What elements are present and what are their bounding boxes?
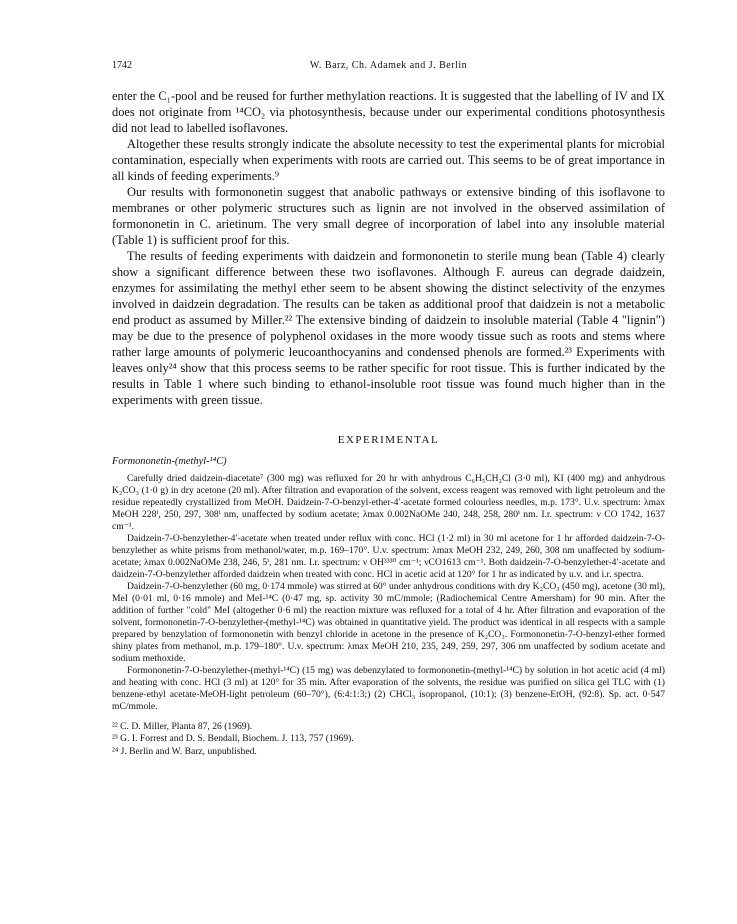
footnote-22: ²² C. D. Miller, Planta 87, 26 (1969). bbox=[112, 721, 253, 732]
subsection-heading: Formononetin-(methyl-¹⁴C) bbox=[112, 456, 227, 467]
discussion-paragraph-3: Our results with formononetin suggest that anabolic pathways or extensive binding of this isoflavone to membranes or other polymeric structures such as lignin are not involved in the observed assimilation of formononetin in C. arietinum. The very small degree of incorporation of label into any insoluble material (Table 1) is sufficient proof for this. bbox=[112, 185, 665, 247]
running-head: W. Barz, Ch. Adamek and J. Berlin bbox=[309, 60, 468, 71]
experimental-paragraph-4: Formononetin-7-O-benzylether-(methyl-¹⁴C) (15 mg) was debenzylated to formononetin-(methyl-¹⁴C) by solution in hot acetic acid (4 ml) and heating with conc. HCl (3 ml) at 120° for 35 min. After evaporation of the solvents, the residue was purified on silica gel TLC with (1) benzene-ethyl acetate-MeOH-light petroleum (60–70°), (6:4:1:3;) (2) CHCl₃ isopropanol, (10:1); (3) benzene-EtOH, (92:8). Sp. act. 0·547 mC/mmole. bbox=[112, 665, 665, 712]
article-body bbox=[112, 88, 665, 758]
footnote-23: ²³ G. I. Forrest and D. S. Bendall, Biochem. J. 113, 757 (1969). bbox=[112, 733, 354, 745]
page-header bbox=[112, 60, 665, 76]
discussion-paragraph-1: enter the C₁-pool and be reused for further methylation reactions. It is suggested that the labelling of IV and IX does not originate from ¹⁴CO₂ via photosynthesis, because under our experimental conditions photosynthesis did not lead to labelled isoflavones. bbox=[112, 89, 665, 135]
discussion-paragraph-2: Altogether these results strongly indicate the absolute necessity to test the experimental plants for microbial contamination, especially when experiments with roots are carried out. This seems to be of great importance in all kinds of feeding experiments.⁹ bbox=[112, 137, 665, 183]
experimental-paragraph-2: Daidzein-7-O-benzylether-4′-acetate when treated under reflux with conc. HCl (1·2 ml) in 30 ml acetone for 1 hr afforded daidzein-7-O-benzylether as white prisms from methanol/water, m.p. 169–170°. U.v. spectrum: λmax MeOH 232, 249, 260, 308 nm unaffected by sodium-acetate; λmax 0.002NaOMe 238, 246, 5ⁱ, 281 nm. I.r. spectrum: ν OH³³³⁰ cm⁻¹; νCO1613 cm⁻¹. Both daidzein-7-O-benzylether-4′-acetate and daidzein-7-O-benzylether afforded daidzein when treated with conc. HCl in acetic acid at 120° for 1 hr as indicated by u.v. and i.r. spectra. bbox=[112, 533, 665, 580]
discussion-paragraph-4: The results of feeding experiments with daidzein and formononetin to sterile mung bean (Table 4) clearly show a significant difference between these two isoflavones. Although F. aureus can degrade daidzein, enzymes for assimilating the methyl ether seem to be absent showing the distinct selectivity of the enzymes involved in daidzein degradation. The results can be taken as additional proof that daidzein is not a metabolic end product as assumed by Miller.²² The extensive binding of daidzein to insoluble material (Table 4 "lignin") may be due to the presence of polyphenol oxidases in the more woody tissue such as roots and stems where rather large amounts of polymeric leucoanthocyanins and condensed phenols are formed.²³ Experiments with leaves only²⁴ show that this process seems to be rather specific for root tissue. This is further indicated by the results in Table 1 where such binding to ethanol-insoluble root tissue was found much higher than in the experiments with green tissue. bbox=[112, 249, 665, 407]
footnotes bbox=[112, 721, 665, 758]
experimental-paragraph-3: Daidzein-7-O-benzylether (60 mg, 0·174 mmole) was stirred at 60° under anhydrous conditions with dry K₂CO₃ (450 mg), acetone (30 ml), MeI (0·01 ml, 0·16 mmole) and MeI-¹⁴C (0·47 mg, sp. activity 30 mC/mmole; (Radiochemical Centre Amersham) for 90 min. After the addition of further "cold" MeI (altogether 0·6 ml) the reaction mixture was refluxed for a total of 4 hr. After filtration and evaporation of the solvent, formononetin-7-O-benzylether-(methyl-¹⁴C) was obtained in quantitative yield. The product was identical in all respects with a sample prepared by benzylation of formononetin with benzyl chloride in acetone in the presence of K₂CO₃. Formononetin-7-O-benzyl-ether formed shiny plates from methanol, m.p. 179–180°. U.v. spectrum: λmax MeOH 210, 235, 249, 259, 297, 306 nm unaffected by sodium acetate and sodium methoxide. bbox=[112, 581, 665, 664]
experimental-paragraph-1: Carefully dried daidzein-diacetate⁷ (300 mg) was refluxed for 20 hr with anhydrous C₆H₅CH₂Cl (3·0 ml), KI (400 mg) and anhydrous K₂CO₃ (1·0 g) in dry acetone (20 ml). After filtration and evaporation of the solvent, excess reagent was removed with light petroleum and the residue repeatedly crystallized from MeOH. Daidzein-7-O-benzyl-ether-4′-acetate formed colourless needles, m.p. 173°. U.v. spectrum: λmax MeOH 228ⁱ, 250, 297, 308ⁱ nm, unaffected by sodium acetate; λmax 0.002NaOMe 240, 248, 258, 280ⁱ nm. I.r. spectrum: ν CO 1742, 1637 cm⁻¹. bbox=[112, 473, 665, 532]
footnote-24: ²⁴ J. Berlin and W. Barz, unpublished. bbox=[112, 745, 257, 757]
page-number: 1742 bbox=[112, 60, 132, 71]
section-heading-experimental: EXPERIMENTAL bbox=[337, 434, 440, 446]
